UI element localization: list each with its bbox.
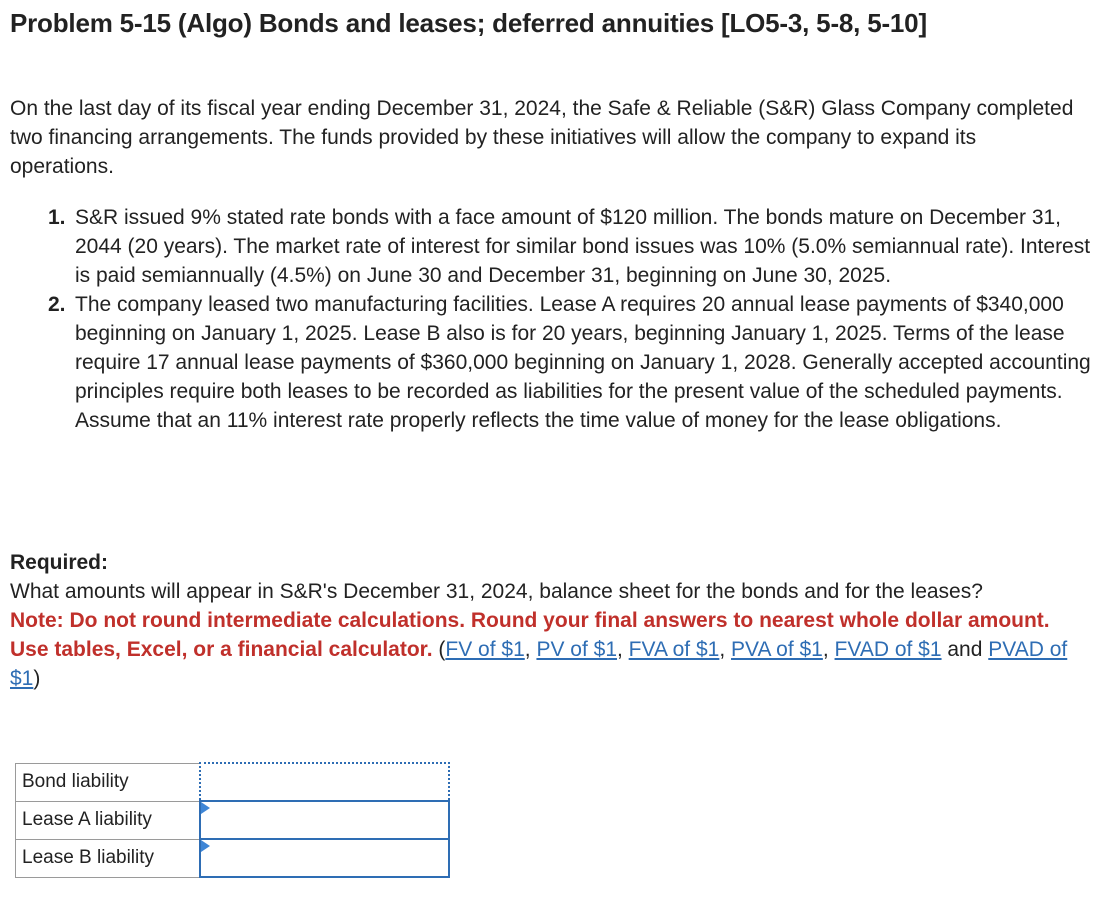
pv-of-1-link[interactable]: PV of $1	[536, 638, 617, 661]
fva-of-1-link[interactable]: FVA of $1	[628, 638, 720, 661]
instructions	[10, 606, 1090, 693]
list-item-text: The company leased two manufacturing facilities. Lease A requires 20 annual lease payments of $340,000 beginning on January 1, 2025. Lease B also is for 20 years, beginning January 1, 2025. Terms of the lease require 17 annual lease payments of $360,000 beginning on January 1, 2028. Generally accepted accounting principles require both leases to be recorded as liabilities for the present value of the scheduled payments. Assume that an 11% interest rate properly reflects the time value of money for the lease obligations.	[75, 293, 1091, 432]
list-item-number: 2.	[48, 293, 66, 316]
rounding-note: Note: Do not round intermediate calculations. Round your final answers to nearest whole dollar amount. Use tables, Excel, or a financial calculator.	[10, 609, 1050, 661]
lease-b-liability-input[interactable]	[201, 842, 448, 874]
required-section	[10, 548, 1090, 693]
link-separator: ,	[719, 638, 732, 661]
intro-paragraph: On the last day of its fiscal year ending December 31, 2024, the Safe & Reliable (S&R) Glass Company completed two financing arrangements. The funds provided by these initiatives will allow the company to expand its operations.	[10, 97, 1074, 178]
arrangement-list	[48, 203, 1098, 435]
lease-b-liability-cell[interactable]	[200, 839, 449, 877]
cell-marker-icon	[201, 802, 210, 814]
problem-title: Problem 5-15 (Algo) Bonds and leases; deferred annuities [LO5-3, 5-8, 5-10]	[10, 8, 927, 38]
link-paren-open: (	[438, 638, 446, 661]
lease-a-liability-cell[interactable]	[200, 801, 449, 839]
fvad-of-1-link[interactable]: FVAD of $1	[834, 638, 942, 661]
cell-marker-icon	[201, 840, 210, 852]
lease-a-liability-label: Lease A liability	[16, 801, 201, 839]
link-separator: ,	[822, 638, 835, 661]
pva-of-1-link[interactable]: PVA of $1	[731, 638, 823, 661]
bond-liability-input[interactable]	[201, 766, 448, 798]
link-separator: ,	[524, 638, 537, 661]
list-item-number: 1.	[48, 206, 66, 229]
bond-liability-label: Bond liability	[16, 763, 201, 801]
list-item	[48, 203, 1098, 290]
link-separator: ,	[617, 638, 629, 661]
table-row	[16, 839, 450, 877]
link-and: and	[941, 638, 989, 661]
bond-liability-cell[interactable]	[200, 763, 449, 801]
answer-table	[15, 762, 450, 878]
required-heading: Required:	[10, 551, 109, 574]
list-item	[48, 290, 1098, 435]
lease-b-liability-label: Lease B liability	[16, 839, 201, 877]
pvad-of-1-link[interactable]: PVAD of $1	[10, 638, 1068, 690]
required-question: What amounts will appear in S&R's December 31, 2024, balance sheet for the bonds and for the leases?	[10, 580, 983, 603]
fv-of-1-link[interactable]: FV of $1	[445, 638, 525, 661]
table-row	[16, 801, 450, 839]
list-item-text: S&R issued 9% stated rate bonds with a face amount of $120 million. The bonds mature on December 31, 2044 (20 years). The market rate of interest for similar bond issues was 10% (5.0% semiannual rate). Interest is paid semiannually (4.5%) on June 30 and December 31, beginning on June 30, 2025.	[75, 206, 1091, 287]
lease-a-liability-input[interactable]	[201, 804, 448, 836]
link-paren-close: )	[33, 667, 41, 690]
table-row	[16, 763, 450, 801]
